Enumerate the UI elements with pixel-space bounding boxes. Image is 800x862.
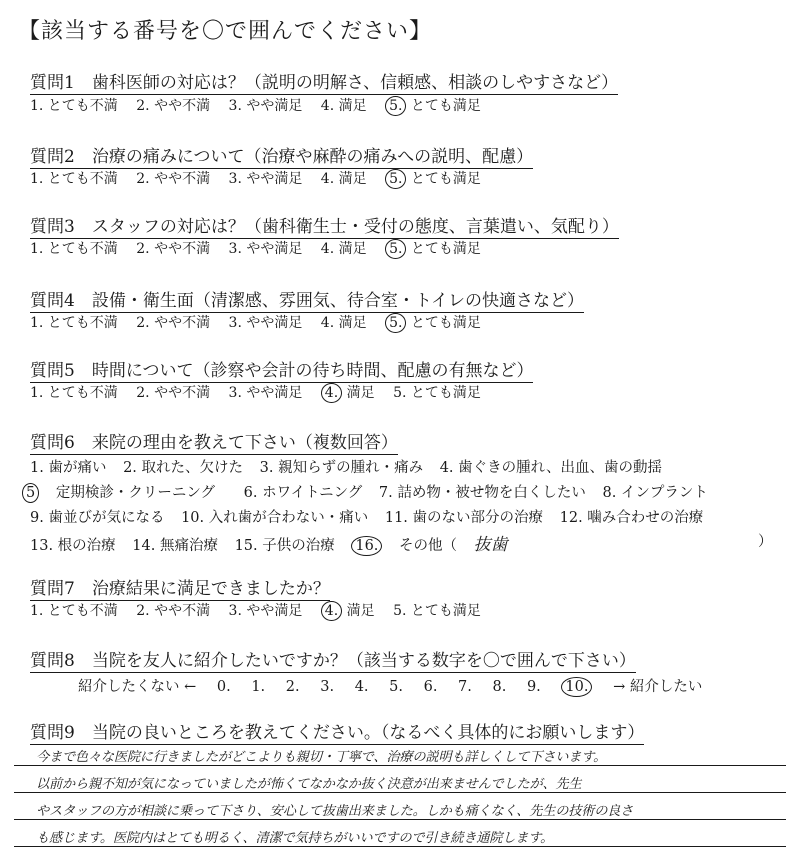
q4-option-1[interactable]: 1. とても不満 [30,315,118,331]
q7-option-1[interactable]: 1. とても不満 [30,603,118,619]
q1-options [30,95,495,116]
q6-option-8[interactable]: 8. インプラント [602,485,708,501]
q6-option-5-selected[interactable] [22,485,227,501]
page-title: 【該当する番号を〇で囲んでください】 [18,19,433,44]
q1-selected-mark: 5. [385,96,406,116]
q8-option-0[interactable]: 0. [216,679,231,695]
comment-line-2[interactable]: 以前から親不知が気になっていましたが怖くてなかなか抜く決意が出来ませんでしたが、先生 [36,777,582,792]
q8-option-6[interactable]: 6. [423,679,438,695]
q8-option-8[interactable]: 8. [492,679,507,695]
q3-option-4[interactable]: 4. 満足 [320,241,367,257]
q8-option-1[interactable]: 1. [251,679,266,695]
q6-selected-mark-16: 16. [351,536,382,556]
q7-option-5[interactable]: 5. とても満足 [393,603,481,619]
q6-option-6[interactable]: 6. ホワイトニング [243,485,363,501]
q9-heading: 質問9 当院の良いところを教えてください。（なるべく具体的にお願いします） [30,718,644,745]
q5-option-3[interactable]: 3. やや満足 [228,385,303,401]
q2-selected-mark: 5. [385,169,406,189]
comment-rule-1 [14,765,786,766]
q8-option-4[interactable]: 4. [354,679,369,695]
q6-row-3 [30,506,715,527]
q5-option-1[interactable]: 1. とても不満 [30,385,118,401]
q4-selected-mark: 5. [385,313,406,333]
q3-selected-mark: 5. [385,239,406,259]
q5-option-2[interactable]: 2. やや不満 [136,385,211,401]
comment-rule-2 [14,792,786,793]
q6-option-3[interactable]: 3. 親知らずの腫れ・痛み [259,460,424,476]
comment-rule-3 [14,819,786,820]
q3-heading: 質問3 スタッフの対応は？（歯科衛生士・受付の態度、言葉遣い、気配り） [30,212,619,239]
q8-option-3[interactable]: 3. [320,679,335,695]
q4-option-3[interactable]: 3. やや満足 [228,315,303,331]
q6-option-14[interactable]: 14. 無痛治療 [132,538,218,554]
q6-option-5-label: 定期検診・クリーニング [55,485,216,501]
q2-option-2[interactable]: 2. やや不満 [136,171,211,187]
q5-option-4-selected[interactable]: 4. 満足 [321,385,375,401]
q5-heading: 質問5 時間について（診察や会計の待ち時間、配慮の有無など） [30,356,533,383]
q4-options [30,312,495,333]
q7-option-3[interactable]: 3. やや満足 [228,603,303,619]
q8-option-5[interactable]: 5. [389,679,403,695]
q2-heading: 質問2 治療の痛みについて（治療や麻酔の痛みへの説明、配慮） [30,142,533,169]
q4-option-5-selected[interactable]: 5. とても満足 [385,315,481,331]
q1-option-1[interactable]: 1. とても不満 [30,98,118,114]
q6-option-16-selected[interactable] [351,535,519,555]
q1-heading: 質問1 歯科医師の対応は？（説明の明解さ、信頼感、相談のしやすさなど） [30,68,618,95]
q8-option-7[interactable]: 7. [458,679,472,695]
q2-option-1[interactable]: 1. とても不満 [30,171,118,187]
q6-row-1 [30,456,674,477]
q4-option-4[interactable]: 4. 満足 [320,315,367,331]
q6-row-2 [22,481,720,503]
q6-other-value[interactable]: 抜歯 [473,535,508,555]
q2-option-5-selected[interactable]: 5. とても満足 [385,171,481,187]
q5-option-5[interactable]: 5. とても満足 [393,385,481,401]
q6-option-15[interactable]: 15. 子供の治療 [234,538,335,554]
q1-option-3[interactable]: 3. やや満足 [228,98,303,114]
q6-selected-mark-5: 5 [22,483,39,503]
q6-option-11[interactable]: 11. 歯のない部分の治療 [384,510,544,526]
q8-option-2[interactable]: 2. [285,679,300,695]
q6-option-12[interactable]: 12. 噛み合わせの治療 [559,510,704,526]
q1-option-2[interactable]: 2. やや不満 [136,98,211,114]
q8-scale [78,675,718,697]
q8-option-10-selected[interactable]: 10. [561,677,592,697]
q7-selected-mark: 4. [321,601,342,621]
q1-option-5-selected[interactable]: 5. とても満足 [385,98,481,114]
q7-option-2[interactable]: 2. やや不満 [136,603,211,619]
q2-option-3[interactable]: 3. やや満足 [228,171,303,187]
comment-line-4[interactable]: も感じます。医院内はとても明るく、清潔で気持ちがいいですので引き続き通院します。 [36,831,554,846]
q2-options [30,168,495,189]
q3-option-5-selected[interactable]: 5. とても満足 [385,241,481,257]
q6-other-close: ） [758,534,773,550]
q6-option-9[interactable]: 9. 歯並びが気になる [30,510,165,526]
q3-options [30,238,495,259]
q6-other-label: その他（ [399,538,458,554]
q7-option-4-selected[interactable]: 4. 満足 [321,603,375,619]
q6-option-4[interactable]: 4. 歯ぐきの腫れ、出血、歯の動揺 [439,460,662,476]
q5-selected-mark: 4. [321,383,342,403]
q7-heading: 質問7 治療結果に満足できましたか？ [30,574,330,601]
comment-line-1[interactable]: 今まで色々な医院に行きましたがどこよりも親切・丁寧で、治療の説明も詳しくして下さいます。 [36,750,607,765]
q6-row-4 [30,530,532,556]
comment-line-3[interactable]: やスタッフの方が相談に乗って下さり、安心して抜歯出来ました。しかも痛くなく、先生の技術の良さ [36,804,634,819]
q2-option-4[interactable]: 4. 満足 [320,171,367,187]
q6-heading: 質問6 来院の理由を教えて下さい（複数回答） [30,428,398,455]
comment-rule-4 [14,846,786,847]
q6-option-13[interactable]: 13. 根の治療 [30,538,116,554]
q1-option-4[interactable]: 4. 満足 [320,98,367,114]
q6-option-10[interactable]: 10. 入れ歯が合わない・痛い [181,510,369,526]
q4-option-2[interactable]: 2. やや不満 [136,315,211,331]
q6-option-7[interactable]: 7. 詰め物・被せ物を白くしたい [378,485,586,501]
q6-option-1[interactable]: 1. 歯が痛い [30,460,107,476]
q7-options [30,600,495,621]
q8-heading: 質問8 当院を友人に紹介したいですか？（該当する数字を〇で囲んで下さい） [30,646,636,673]
q4-heading: 質問4 設備・衛生面（清潔感、雰囲気、待合室・トイレの快適さなど） [30,286,584,313]
q3-option-2[interactable]: 2. やや不満 [136,241,211,257]
q8-left-label: 紹介したくない ← [78,679,197,695]
q8-option-9[interactable]: 9. [526,679,541,695]
q5-options [30,382,495,403]
q3-option-1[interactable]: 1. とても不満 [30,241,118,257]
q3-option-3[interactable]: 3. やや満足 [228,241,303,257]
q8-right-label: → 紹介したい [613,679,703,695]
q6-option-2[interactable]: 2. 取れた、欠けた [123,460,244,476]
